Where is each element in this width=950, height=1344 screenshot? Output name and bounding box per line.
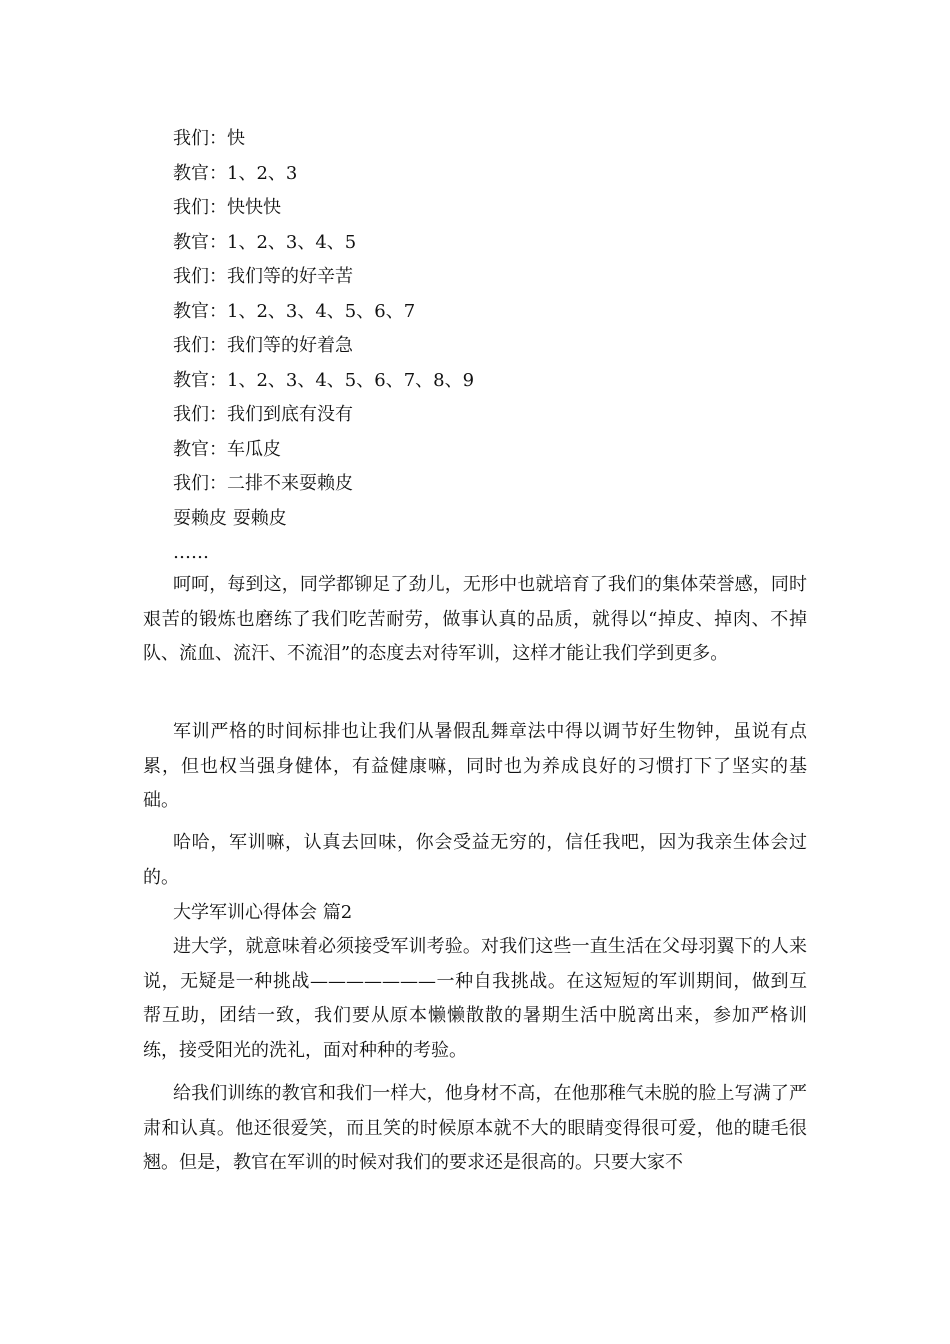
dialogue-block bbox=[173, 122, 793, 571]
paragraph-schedule: 军训严格的时间标排也让我们从暑假乱舞章法中得以调节好生物钟，虽说有点累，但也权当强身健体，有益健康嘛，同时也为养成良好的习惯打下了坚实的基础。 bbox=[143, 721, 807, 811]
dialogue-line: 教官：1、2、3、4、5 bbox=[173, 231, 357, 253]
dialogue-line: 我们：我们到底有没有 bbox=[173, 404, 353, 425]
dialogue-line: 我们：二排不来耍赖皮 bbox=[173, 473, 353, 494]
dialogue-line: 我们：快快快 bbox=[173, 197, 281, 218]
dialogue-line: 教官：1、2、3、4、5、6、7、8、9 bbox=[173, 369, 475, 391]
dialogue-line: 耍赖皮 耍赖皮 bbox=[173, 507, 287, 529]
dialogue-ellipsis: …… bbox=[173, 542, 209, 563]
paragraph-conclusion: 哈哈，军训嘛，认真去回味，你会受益无穷的，信任我吧，因为我亲生体会过的。 bbox=[143, 832, 807, 888]
section-heading: 大学军训心得体会 篇2 bbox=[173, 902, 353, 923]
paragraph-reflection: 呵呵，每到这，同学都铆足了劲儿，无形中也就培育了我们的集体荣誉感，同时艰苦的锻炼也磨练了我们吃苦耐劳，做事认真的品质，就得以“掉皮、掉肉、不掉队、流血、流汗、不流泪”的态度去对待军训，这样才能让我们学到更多。 bbox=[143, 574, 807, 664]
dialogue-line: 我们：我们等的好辛苦 bbox=[173, 266, 353, 287]
dialogue-line: 教官：车瓜皮 bbox=[173, 438, 281, 460]
dialogue-line: 教官：1、2、3、4、5、6、7 bbox=[173, 300, 416, 322]
dialogue-line: 教官：1、2、3 bbox=[173, 162, 298, 184]
paragraph-intro: 进大学，就意味着必须接受军训考验。对我们这些一直生活在父母羽翼下的人来说，无疑是一种挑战———————一种自我挑战。在这短短的军训期间，做到互帮互助，团结一致，我们要从原本懒懒散散的暑期生活中脱离出来，参加严格训练，接受阳光的洗礼，面对种种的考验。 bbox=[143, 936, 807, 1061]
paragraph-instructor: 给我们训练的教官和我们一样大，他身材不高，在他那稚气未脱的脸上写满了严肃和认真。他还很爱笑，而且笑的时候原本就不大的眼睛变得很可爱，他的睫毛很翘。但是，教官在军训的时候对我们的要求还是很高的。只要大家不 bbox=[143, 1083, 807, 1173]
dialogue-line: 我们：我们等的好着急 bbox=[173, 335, 353, 356]
dialogue-line: 我们：快 bbox=[173, 128, 245, 149]
